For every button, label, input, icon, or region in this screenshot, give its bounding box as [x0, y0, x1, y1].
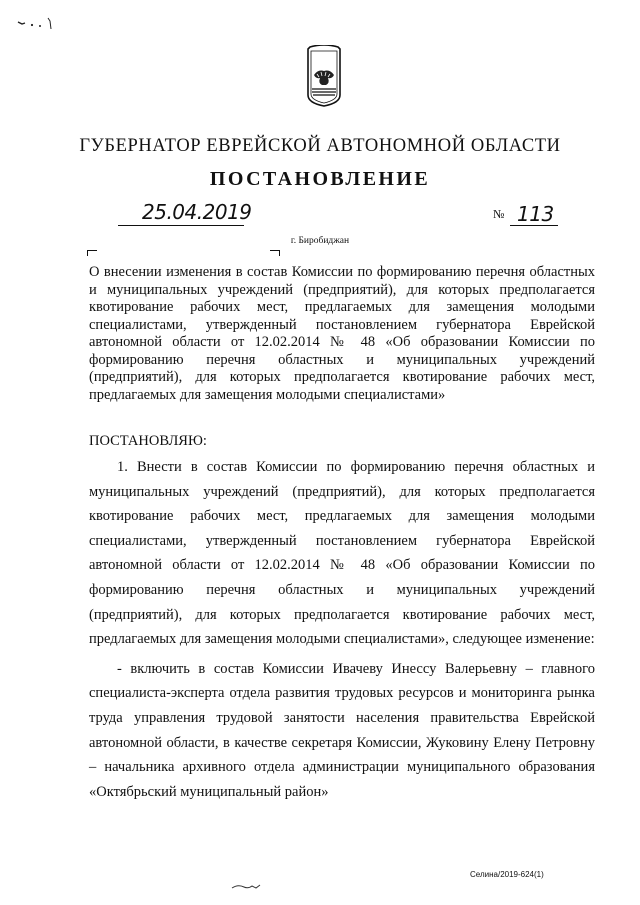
subject-corner-left	[87, 250, 97, 256]
footer-reference: Селина/2019-624(1)	[470, 870, 544, 879]
document-number: 113	[517, 202, 554, 226]
scan-mark	[230, 880, 270, 892]
document-type: ПОСТАНОВЛЕНИЕ	[209, 168, 431, 190]
date-underline	[118, 225, 244, 226]
scan-mark	[12, 10, 72, 34]
coat-of-arms-tiger-icon	[304, 45, 344, 107]
document-body	[89, 455, 595, 804]
document-date: 25.04.2019	[142, 200, 252, 224]
subject-corner-right	[270, 250, 280, 256]
number-underline	[510, 225, 558, 226]
decree-heading: ПОСТАНОВЛЯЮ:	[89, 433, 207, 449]
decree-item-1: 1. Внести в состав Комиссии по формированию перечня областных и муниципальных учреждений (предприятий), для которых предполагается квотирование рабочих мест, предлагаемых для замещения молодыми специалистами, утвержденный постановлением губернатора Еврейской автономной области от 12.02.2014 № 48 «Об образовании Комиссии по формированию перечня областных и муниципальных учреждений (предприятий), для которых предполагается квотирование рабочих мест, предлагаемых для замещения молодыми специалистами», следующее изменение:	[89, 459, 595, 648]
issuing-authority: ГУБЕРНАТОР ЕВРЕЙСКОЙ АВТОНОМНОЙ ОБЛАСТИ	[79, 136, 561, 156]
number-label: №	[493, 207, 505, 221]
city-name: г. Биробиджан	[290, 236, 350, 246]
document-subject: О внесении изменения в состав Комиссии по формированию перечня областных и муниципальных учреждений (предприятий), для которых предполагается квотирование рабочих мест, предлагаемых для замещения молодыми специалистами, утвержденный постановлением губернатора Еврейской автономной области от 12.02.2014 № 48 «Об образовании Комиссии по формированию перечня областных и муниципальных учреждений (предприятий), для которых предполагается квотирование рабочих мест, предлагаемых для замещения молодыми специалистами»	[89, 264, 595, 403]
decree-item-2: - включить в состав Комиссии Ивачеву Инессу Валерьевну – главного специалиста-эксперта отдела развития трудовых ресурсов и мониторинга рынка труда управления трудовой занятости населения правительства Еврейской автономной области, в качестве секретаря Комиссии, Жуковину Елену Петровну – начальника архивного отдела администрации муниципального образования «Октябрьский муниципальный район»	[89, 660, 595, 800]
